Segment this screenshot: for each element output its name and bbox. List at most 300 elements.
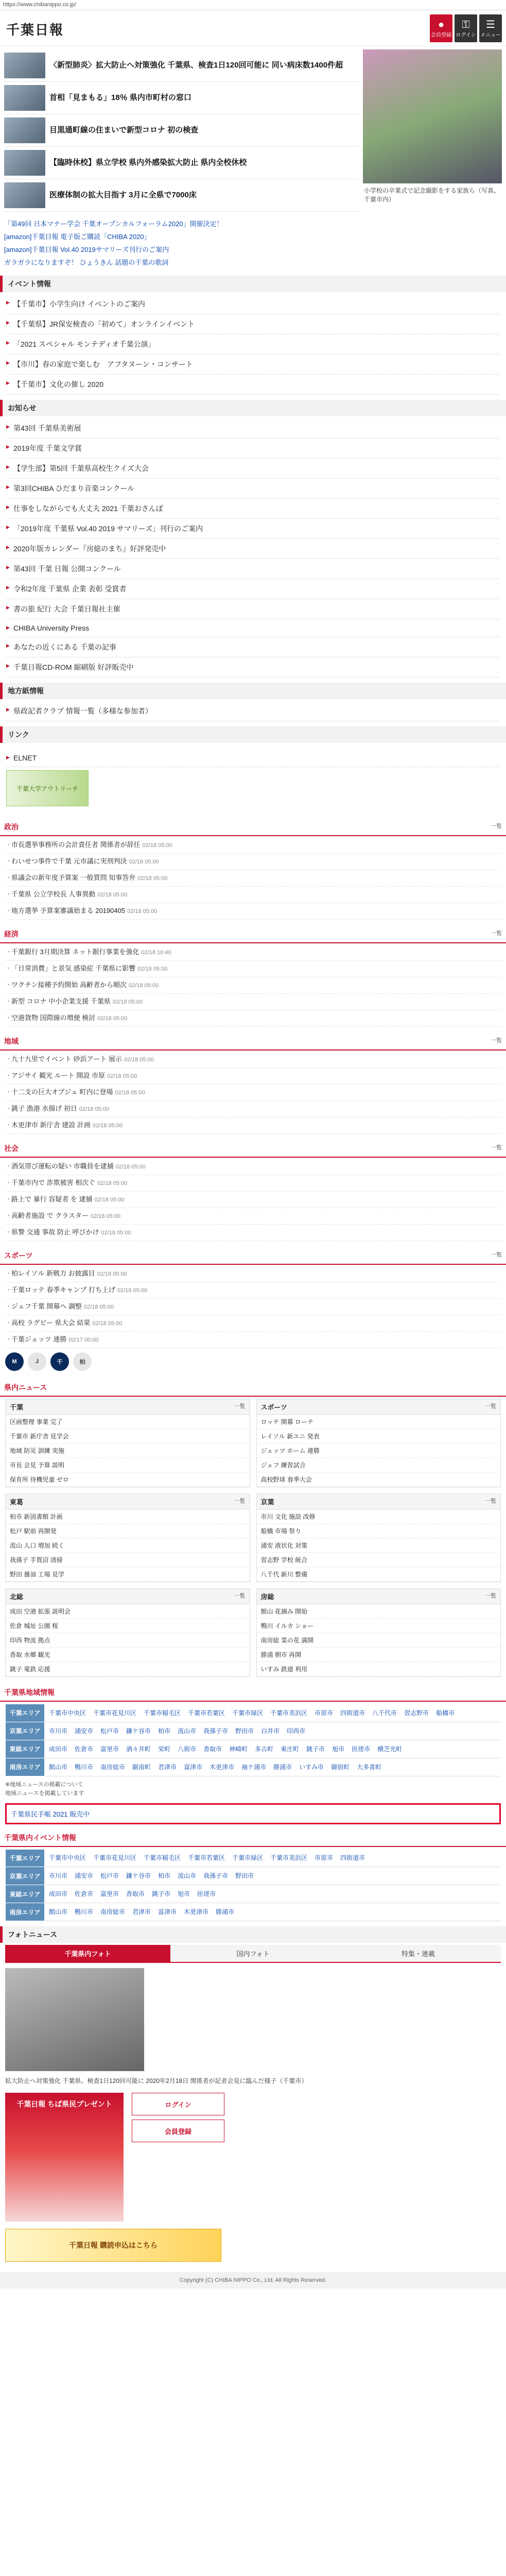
area-city-link[interactable]: 銚子市	[152, 1890, 171, 1897]
area-city-link[interactable]: 御宿町	[331, 1763, 350, 1771]
area-city-link[interactable]: 富里市	[100, 1890, 119, 1897]
announce-item[interactable]: ▶ 第43回 千葉県美術展	[6, 418, 500, 438]
announce-item[interactable]: ▶ 第3回CHIBA ひだまり音楽コンクール	[6, 479, 500, 499]
area-city-link[interactable]: 市原市	[315, 1854, 334, 1861]
photo-tabs	[5, 1945, 501, 1963]
area-row	[6, 1867, 501, 1885]
more-link[interactable]: 一覧	[234, 1498, 246, 1504]
more-link[interactable]: 一覧	[485, 1593, 496, 1599]
box-head	[257, 1589, 501, 1604]
pr-item[interactable]	[4, 230, 502, 243]
section-title: お知らせ	[8, 404, 37, 412]
area-label: 京葉エリア	[6, 1722, 45, 1740]
event-item[interactable]: ▶ 【千葉県】JR保安検査の「初めて」オンラインイベント	[6, 314, 500, 334]
link-item[interactable]: ▶ ELNET	[6, 749, 500, 767]
area-city-link[interactable]: 神崎町	[229, 1745, 248, 1753]
news-item[interactable]	[5, 1266, 501, 1282]
area-city-link[interactable]: 千葉市緑区	[232, 1709, 264, 1717]
pr-item[interactable]	[4, 217, 502, 230]
area-city-link[interactable]: 香取市	[126, 1890, 145, 1897]
announce-item[interactable]: ▶ 千葉日報CD-ROM 縮刷版 好評販売中	[6, 657, 500, 677]
photo-news-caption: 拡大防止へ対策強化 千葉県、検査1日120回可能に 2020年2月18日 関係者が記者会見に臨んだ様子（千葉市）	[5, 2077, 308, 2084]
news-title: 千葉ジェッツ 連勝	[11, 1335, 67, 1343]
announce-item[interactable]: ▶ 【学生部】第5回 千葉県高校生クイズ大会	[6, 459, 500, 479]
box-item[interactable]: 市川 文化 施設 改修	[257, 1510, 501, 1524]
area-city-link[interactable]: 柏市	[158, 1872, 171, 1879]
category-head-politics	[0, 819, 506, 836]
area-city-link[interactable]: 鴨川市	[75, 1763, 94, 1771]
box-head	[6, 1494, 250, 1510]
news-title: 高齢者施設 で クラスター	[11, 1212, 89, 1219]
more-link[interactable]: 一覧	[491, 1038, 502, 1044]
society-news-list	[0, 1158, 506, 1242]
area-city-link[interactable]: 鎌ケ谷市	[126, 1872, 151, 1879]
area-city-link[interactable]: 成田市	[49, 1745, 68, 1753]
area-city-link[interactable]: 柏市	[158, 1727, 171, 1735]
news-title: 「日常消費」と景気 感染症 千葉県に影響	[11, 964, 136, 972]
top-news-item[interactable]	[4, 82, 358, 114]
news-date: 02/18 10:40	[141, 950, 171, 956]
area-city-link[interactable]: 浦安市	[75, 1872, 94, 1879]
category-title: 千葉県地域情報	[4, 1688, 55, 1697]
more-link[interactable]: 一覧	[491, 1252, 502, 1258]
news-item[interactable]	[5, 1282, 501, 1299]
area-city-link[interactable]: 千葉市中央区	[49, 1854, 86, 1861]
area-city-link[interactable]: 四街道市	[340, 1854, 365, 1861]
area-city-link[interactable]: 酒々井町	[126, 1745, 151, 1753]
area-city-link[interactable]: 成田市	[49, 1890, 68, 1897]
news-item[interactable]	[5, 1084, 501, 1101]
box-item[interactable]: 印西 物流 拠点	[6, 1633, 250, 1648]
area-city-link[interactable]: 市川市	[49, 1727, 68, 1735]
pr-link[interactable]: 「第49回 日本マナー学会 千葉オープンカルフォーラム2020」開催決定！	[4, 220, 223, 228]
area-city-link[interactable]: 南房総市	[100, 1908, 126, 1916]
area-city-link[interactable]: 佐倉市	[75, 1890, 94, 1897]
announce-list	[0, 418, 506, 677]
area-city-link[interactable]: いすみ市	[299, 1763, 324, 1771]
area-city-link[interactable]: 君津市	[158, 1763, 177, 1771]
top-photo[interactable]	[363, 49, 502, 212]
box-item[interactable]: 八千代 新川 整備	[257, 1567, 501, 1582]
news-date: 02/18 05:00	[127, 908, 158, 914]
box-item[interactable]: 流山 人口 増加 続く	[6, 1538, 250, 1553]
news-thumbnail	[4, 150, 45, 176]
area-city-link[interactable]: 白井市	[261, 1727, 280, 1735]
news-item[interactable]	[5, 944, 501, 961]
area-city-link[interactable]: 市原市	[315, 1709, 334, 1717]
footer: Copyright (C) CHIBA NIPPO Co., Ltd. All Rights Reserved.	[0, 2272, 506, 2289]
announce-item[interactable]: ▶ 「2019年度 千葉県 Vol.40 2019 サマリーズ」刊行のご案内	[6, 519, 500, 539]
tab-national-photo[interactable]: 国内フォト	[170, 1945, 336, 1962]
news-title: ジェフ千葉 開幕へ 調整	[11, 1302, 82, 1310]
top-news-item[interactable]	[4, 179, 358, 212]
news-item[interactable]	[5, 1052, 501, 1068]
area-row	[6, 1903, 501, 1921]
top-photo-caption: 小学校の卒業式で記念撮影をする家族ら（写真、千葉市内）	[364, 187, 500, 203]
area-city-link[interactable]: 木更津市	[184, 1908, 209, 1916]
area-city-link[interactable]: 流山市	[178, 1727, 197, 1735]
news-title: わいせつ事件で千葉 元市議に実刑判決	[11, 857, 127, 865]
box-item[interactable]: 鴨川 イルカ ショー	[257, 1619, 501, 1633]
area-city-link[interactable]: 八千代市	[372, 1709, 397, 1717]
jets-icon[interactable]: 千	[50, 1352, 69, 1371]
area-city-link[interactable]: 袖ケ浦市	[241, 1763, 267, 1771]
box-title: 千葉	[10, 1403, 24, 1411]
area-city-link[interactable]: 我孫子市	[203, 1727, 229, 1735]
announce-item[interactable]: ▶ CHIBA University Press	[6, 619, 500, 637]
top-news-item[interactable]	[4, 49, 358, 82]
area-city-link[interactable]: 勝浦市	[273, 1763, 292, 1771]
box-item[interactable]: 浦安 液状化 対策	[257, 1538, 501, 1553]
news-date: 02/18 05:00	[115, 1164, 146, 1170]
area-cities	[45, 1722, 501, 1740]
news-item[interactable]	[5, 1175, 501, 1192]
more-link[interactable]: 一覧	[491, 823, 502, 829]
news-title: 十二支の巨大オブジェ 町内に登場	[11, 1088, 113, 1096]
more-link[interactable]: 一覧	[491, 930, 502, 937]
more-link[interactable]: 一覧	[485, 1403, 496, 1410]
box-item[interactable]: 習志野 学校 統合	[257, 1553, 501, 1567]
area-label: 南房エリア	[6, 1903, 45, 1921]
news-item[interactable]	[5, 977, 501, 994]
news-thumbnail	[4, 85, 45, 111]
area-row	[6, 1885, 501, 1903]
news-title: 木更津市 新庁舎 建設 計画	[11, 1121, 91, 1129]
more-link[interactable]: 一覧	[485, 1498, 496, 1504]
menu-button[interactable]	[479, 14, 502, 42]
news-date: 02/18 05:00	[97, 1015, 128, 1022]
box-item[interactable]: 南房総 菜の花 満開	[257, 1633, 501, 1648]
area-city-link[interactable]: 君津市	[132, 1908, 151, 1916]
area-city-link[interactable]: 旭市	[178, 1890, 190, 1897]
news-date: 02/18 05:00	[94, 1197, 125, 1203]
area-city-link[interactable]: 松戸市	[100, 1872, 119, 1879]
box-item[interactable]: 成田 空港 拡張 説明会	[6, 1604, 250, 1619]
category-head-region	[0, 1033, 506, 1050]
news-date: 02/18 05:00	[90, 1213, 120, 1219]
box-item[interactable]: 銚子 電鉄 応援	[6, 1662, 250, 1676]
area-row	[6, 1740, 501, 1758]
news-item[interactable]	[5, 837, 501, 854]
area-city-link[interactable]: 流山市	[178, 1872, 197, 1879]
area-event-table	[5, 1849, 501, 1922]
news-date: 02/18 05:00	[92, 1320, 123, 1327]
area-city-link[interactable]: 市川市	[49, 1872, 68, 1879]
area-city-link[interactable]: 千葉市稲毛区	[144, 1709, 181, 1717]
top-news-item[interactable]	[4, 114, 358, 147]
section-title: イベント情報	[8, 280, 51, 288]
news-thumbnail	[4, 117, 45, 143]
event-list	[0, 294, 506, 395]
box-item[interactable]: ジェフ 練習試合	[257, 1458, 501, 1472]
links-box	[0, 745, 506, 814]
more-link[interactable]: 一覧	[234, 1403, 246, 1410]
announce-item[interactable]: ▶ 2020年版カレンダー『房総のまち』好評発売中	[6, 539, 500, 559]
header-buttons	[430, 14, 502, 42]
tab-features[interactable]: 特集・連載	[336, 1945, 501, 1962]
present-ad[interactable]: 千葉日報 ちば県民プレゼント	[5, 2093, 124, 2222]
sports-team-icons	[0, 1349, 506, 1374]
box-list	[6, 1510, 250, 1582]
area-city-link[interactable]: 我孫子市	[203, 1872, 229, 1879]
news-item[interactable]	[5, 1010, 501, 1027]
news-date: 02/18 05:00	[142, 842, 172, 849]
box-item[interactable]: 松戸 駅前 再開発	[6, 1524, 250, 1538]
highlight-link[interactable]: 千葉県民手帳 2021 販売中	[5, 1803, 501, 1824]
announce-section-title	[0, 400, 506, 416]
ad-register-button[interactable]: 会員登録	[132, 2120, 224, 2142]
area-label: 千葉エリア	[6, 1704, 45, 1722]
box-head	[257, 1494, 501, 1510]
category-title: 地域	[4, 1037, 19, 1045]
area-city-link[interactable]: 匝瑳市	[352, 1745, 371, 1753]
news-date: 02/18 05:00	[97, 1180, 128, 1187]
news-item[interactable]	[5, 1117, 501, 1134]
area-city-link[interactable]: 南房総市	[100, 1763, 126, 1771]
news-date: 02/18 05:00	[128, 982, 159, 989]
news-item[interactable]	[5, 1192, 501, 1208]
event-item[interactable]: ▶ 「2021 スペシャル モンテディオ千葉公演」	[6, 334, 500, 354]
area-city-link[interactable]: 松戸市	[100, 1727, 119, 1735]
area-city-link[interactable]: 千葉市緑区	[232, 1854, 264, 1861]
news-item[interactable]	[5, 1101, 501, 1117]
news-date: 02/18 05:00	[107, 1073, 137, 1079]
news-date: 02/18 05:00	[129, 859, 159, 865]
area-city-link[interactable]: 千葉市花見川区	[93, 1854, 137, 1861]
event-item[interactable]: ▶ 【千葉市】文化の催し 2020	[6, 375, 500, 395]
news-item[interactable]	[5, 1159, 501, 1175]
announce-item[interactable]: ▶ 令和2年度 千葉県 企業 表彰 受賞者	[6, 579, 500, 599]
box-item[interactable]: 高校野球 春季大会	[257, 1472, 501, 1487]
box-item[interactable]: 区画整理 事業 完了	[6, 1415, 250, 1429]
box-item[interactable]: 香取 水郷 観光	[6, 1648, 250, 1662]
register-button[interactable]	[430, 14, 452, 42]
reysol-icon[interactable]: 柏	[73, 1352, 92, 1371]
region-news-list	[0, 1050, 506, 1135]
news-date: 02/17 00:00	[68, 1337, 99, 1343]
news-item[interactable]	[5, 1225, 501, 1241]
news-date: 02/18 05:00	[117, 1287, 148, 1294]
area-label: 南房エリア	[6, 1758, 45, 1776]
news-date: 02/18 05:00	[115, 1090, 145, 1096]
area-city-link[interactable]: 富里市	[100, 1745, 119, 1753]
event-item[interactable]: ▶ 【市川】春の家庭で楽しむ アフタヌーン・コンサート	[6, 354, 500, 375]
news-title: 地方選挙 予算案審議始まる 20190405	[11, 907, 126, 914]
news-title: 柏レイソル 新戦力 お披露目	[11, 1269, 95, 1277]
regional-box	[5, 1588, 250, 1677]
event-item[interactable]: ▶ 【千葉市】小学生向け イベントのご案内	[6, 294, 500, 314]
area-label: 千葉エリア	[6, 1849, 45, 1867]
news-date: 02/18 05:00	[112, 999, 143, 1005]
box-title: 北総	[10, 1593, 24, 1601]
area-city-link[interactable]: 館山市	[49, 1763, 68, 1771]
links-list	[6, 749, 500, 767]
regional-box	[5, 1399, 250, 1487]
news-item[interactable]	[5, 1208, 501, 1225]
area-city-link[interactable]: 富津市	[158, 1908, 177, 1916]
box-item[interactable]: レイソル 新ユニ 発表	[257, 1429, 501, 1444]
announce-item[interactable]: ▶ 仕事をしながらでも大丈夫 2021 千葉おさんぽ	[6, 499, 500, 519]
news-title: 千葉ロッテ 春季キャンプ 打ち上げ	[11, 1286, 115, 1294]
news-item[interactable]	[5, 961, 501, 977]
area-city-link[interactable]: 横芝光町	[377, 1745, 403, 1753]
box-item[interactable]: 千葉市 新庁舎 見学会	[6, 1429, 250, 1444]
announce-item[interactable]: ▶ 2019年度 千葉文学賞	[6, 438, 500, 459]
box-item[interactable]: いすみ 鉄道 利用	[257, 1662, 501, 1676]
box-item[interactable]: ジェッツ ホーム 連勝	[257, 1444, 501, 1458]
area-city-link[interactable]: 習志野市	[404, 1709, 429, 1717]
box-item[interactable]: 市長 会見 予算 説明	[6, 1458, 250, 1472]
tab-local-photo[interactable]: 千葉県内フォト	[5, 1945, 170, 1962]
area-label: 東総エリア	[6, 1885, 45, 1903]
area-city-link[interactable]: 多古町	[255, 1745, 274, 1753]
area-city-link[interactable]: 富津市	[184, 1763, 203, 1771]
box-item[interactable]: 保育所 待機児童 ゼロ	[6, 1472, 250, 1487]
box-item[interactable]: 我孫子 手賀沼 清掃	[6, 1553, 250, 1567]
area-city-link[interactable]: 千葉市若葉区	[188, 1709, 225, 1717]
area-city-link[interactable]: 館山市	[49, 1908, 68, 1916]
box-item[interactable]: 柏市 新図書館 計画	[6, 1510, 250, 1524]
news-title: 空港貨物 国際線の増便 検討	[11, 1014, 96, 1022]
area-city-link[interactable]: 八街市	[178, 1745, 197, 1753]
news-date: 02/18 05:00	[79, 1106, 109, 1112]
more-link[interactable]: 一覧	[234, 1593, 246, 1599]
area-cities	[45, 1849, 501, 1867]
news-title: 千葉銀行 3月期決算 ネット銀行事業を強化	[11, 948, 139, 956]
area-city-link[interactable]: 四街道市	[340, 1709, 365, 1717]
news-headline: 目黒通町線の住まいで新型コロナ 初の検査	[49, 126, 199, 134]
local-list	[0, 701, 506, 721]
pr-link[interactable]: [amazon]千葉日報 電子版ご購読「CHIBA 2020」	[4, 233, 151, 241]
news-item[interactable]	[5, 1332, 501, 1348]
announce-item[interactable]: ▶ あなたの近くにある 千葉の記事	[6, 637, 500, 657]
box-item[interactable]: 勝浦 朝市 再開	[257, 1648, 501, 1662]
marines-icon[interactable]: M	[5, 1352, 24, 1371]
key-icon: ⚿	[462, 19, 470, 30]
top-news	[0, 46, 506, 215]
area-city-link[interactable]: 千葉市稲毛区	[144, 1854, 181, 1861]
section-title: 地方紙情報	[8, 687, 44, 695]
category-title: 経済	[4, 930, 19, 938]
news-item[interactable]	[5, 994, 501, 1010]
local-section-title	[0, 683, 506, 699]
area-city-link[interactable]: 佐倉市	[75, 1745, 94, 1753]
area-city-link[interactable]: 大多喜町	[357, 1763, 382, 1771]
news-item[interactable]	[5, 1068, 501, 1084]
area-city-link[interactable]: 野田市	[235, 1872, 254, 1879]
news-item[interactable]	[5, 1315, 501, 1332]
box-item[interactable]: 地域 防災 訓練 実施	[6, 1444, 250, 1458]
news-item[interactable]	[5, 1299, 501, 1315]
section-title: リンク	[8, 731, 29, 739]
area-city-link[interactable]: 鋸南町	[132, 1763, 151, 1771]
area-city-link[interactable]: 印西市	[287, 1727, 306, 1735]
area-city-link[interactable]: 浦安市	[75, 1727, 94, 1735]
ad-login-button[interactable]: ログイン	[132, 2093, 224, 2115]
area-city-link[interactable]: 千葉市美浜区	[270, 1854, 308, 1861]
pr-link[interactable]: ガラガラになりますぞ！ ひょうきん 話題の千葉の歌詞	[4, 259, 169, 266]
area-city-link[interactable]: 鎌ケ谷市	[126, 1727, 151, 1735]
announce-item[interactable]: ▶ 書の旅 紀行 大会 千葉日報社主催	[6, 599, 500, 619]
politics-news-list	[0, 836, 506, 921]
area-city-link[interactable]: 千葉市若葉区	[188, 1854, 225, 1861]
news-title: 九十九里でイベント 砂浜アート 展示	[11, 1055, 122, 1063]
category-head-sports	[0, 1247, 506, 1265]
area-city-link[interactable]: 千葉市中央区	[49, 1709, 86, 1717]
area-city-link[interactable]: 勝浦市	[216, 1908, 235, 1916]
box-item[interactable]: 野田 醤油 工場 見学	[6, 1567, 250, 1582]
category-title: 政治	[4, 823, 19, 831]
pr-item[interactable]	[4, 256, 502, 268]
area-city-link[interactable]: 栄町	[158, 1745, 171, 1753]
news-date: 02/18 05:00	[137, 875, 168, 882]
pr-link[interactable]: [amazon]千葉日報 Vol.40 2019サマリーズ刊行のご案内	[4, 246, 169, 253]
pr-item[interactable]	[4, 243, 502, 256]
area-city-link[interactable]: 鴨川市	[75, 1908, 94, 1916]
site-logo[interactable]: 千葉日報	[6, 23, 64, 38]
box-item[interactable]: ロッテ 開幕 ローテ	[257, 1415, 501, 1429]
regional-news-head	[0, 1379, 506, 1397]
box-head	[6, 1399, 250, 1415]
photo-news-image[interactable]	[5, 1968, 144, 2071]
category-head-society	[0, 1140, 506, 1158]
box-head	[6, 1589, 250, 1604]
news-item[interactable]	[5, 854, 501, 870]
area-city-link[interactable]: 銚子市	[306, 1745, 325, 1753]
area-city-link[interactable]: 東庄町	[281, 1745, 300, 1753]
register-label: 会員登録	[431, 32, 451, 38]
news-item[interactable]	[5, 887, 501, 903]
area-city-link[interactable]: 千葉市花見川区	[93, 1709, 137, 1717]
more-link[interactable]: 一覧	[491, 1145, 502, 1151]
news-title: 酒気帯び運転の疑い 市職員を逮捕	[11, 1162, 114, 1170]
area-city-link[interactable]: 木更津市	[210, 1763, 235, 1771]
regional-grid	[0, 1397, 506, 1679]
box-title: 房総	[260, 1593, 274, 1601]
login-button[interactable]	[455, 14, 477, 42]
jef-icon[interactable]: J	[28, 1352, 46, 1371]
announce-item[interactable]: ▶ 第43回 千葉 日報 公開コンクール	[6, 559, 500, 579]
category-title: 県内ニュース	[4, 1383, 47, 1392]
news-title: 銚子 漁港 水揚げ 初日	[11, 1105, 77, 1112]
box-item[interactable]: 船橋 市場 祭り	[257, 1524, 501, 1538]
top-news-item[interactable]	[4, 147, 358, 179]
menu-icon: ☰	[486, 19, 495, 30]
subscribe-banner[interactable]: 千葉日報 購読申込はこちら	[5, 2229, 221, 2262]
area-info-head	[0, 1684, 506, 1702]
box-item[interactable]: 佐倉 城址 公園 桜	[6, 1619, 250, 1633]
area-city-link[interactable]: 千葉市美浜区	[270, 1709, 308, 1717]
site-header	[0, 10, 506, 46]
news-headline: 医療体制の拡大目指す 3月に全県で7000床	[49, 191, 197, 199]
area-city-link[interactable]: 香取市	[203, 1745, 222, 1753]
top-photo-image	[363, 49, 502, 183]
box-item[interactable]: 館山 花摘み 開始	[257, 1604, 501, 1619]
news-item[interactable]	[5, 903, 501, 920]
box-title: 京葉	[260, 1498, 274, 1506]
area-city-link[interactable]: 旭市	[332, 1745, 345, 1753]
local-item[interactable]: ▶ 県政記者クラブ 情報一覧（多様な参加者）	[6, 701, 500, 721]
area-city-link[interactable]: 野田市	[235, 1727, 254, 1735]
link-banner[interactable]: 千葉大学アウトリーチ	[6, 770, 89, 806]
news-date: 02/18 05:00	[83, 1304, 114, 1310]
news-date: 02/18 05:00	[101, 1230, 131, 1236]
area-city-link[interactable]: 匝瑳市	[197, 1890, 216, 1897]
news-item[interactable]	[5, 870, 501, 887]
news-title: アジサイ 観光 ルート 開設 市原	[11, 1072, 106, 1079]
area-city-link[interactable]: 船橋市	[436, 1709, 455, 1717]
regional-box	[5, 1494, 250, 1582]
